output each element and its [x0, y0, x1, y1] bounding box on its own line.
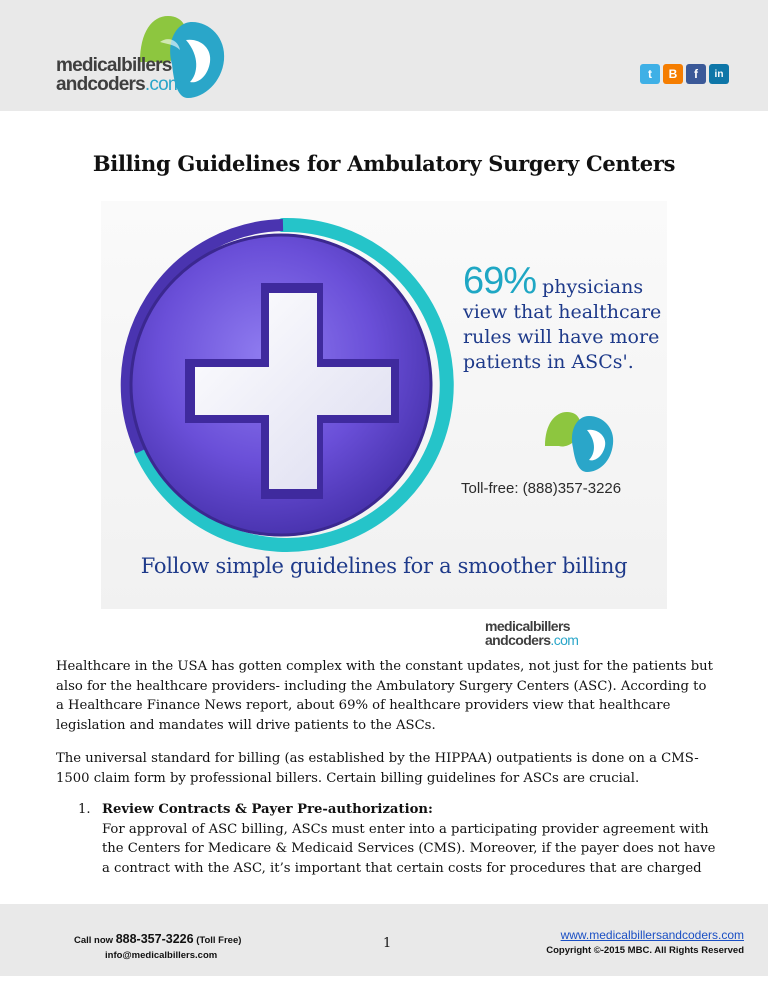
- stat-line-2: view that healthcare: [463, 301, 662, 323]
- blogger-icon[interactable]: B: [663, 64, 683, 84]
- linkedin-icon[interactable]: in: [709, 64, 729, 84]
- banner-tollfree: Toll-free: (888)357-3226: [461, 480, 622, 497]
- social-icons: [640, 64, 729, 84]
- twitter-icon[interactable]: t: [640, 64, 660, 84]
- banner-logo-line1: medicalbillers: [485, 618, 570, 634]
- list-item-heading: Review Contracts & Payer Pre-authorization:: [102, 802, 433, 817]
- footer-phone[interactable]: 888-357-3226: [115, 932, 194, 946]
- page-header: [0, 0, 768, 111]
- banner-image: [101, 201, 667, 648]
- stat-block: [463, 260, 662, 375]
- list-item: [102, 800, 722, 878]
- banner-logo-suffix: .com: [550, 632, 579, 648]
- footer-toll-free: (Toll Free): [193, 935, 242, 946]
- stat-line-1: physicians: [542, 276, 644, 298]
- page-footer: [0, 904, 768, 976]
- paragraph-standard: The universal standard for billing (as established by the HIPPAA) outpatients is done on a CMS-1500 claim form by professional billers. Certain billing guidelines for ASCs are crucial.: [56, 751, 699, 786]
- list-item-text: For approval of ASC billing, ASCs must enter into a participating provider agreement with the Centers for Medicare & Medicaid Services (CMS). Moreover, if the payer does not have a contract with the ASC, it’s important that certain costs for procedures that are charged: [102, 821, 716, 876]
- stat-line-3: rules will have more: [463, 326, 660, 348]
- banner-logo-wordmark: [485, 619, 578, 647]
- logo-line2: andcoders: [56, 74, 145, 95]
- logo-suffix: .com: [144, 74, 183, 95]
- footer-contact: [74, 932, 242, 961]
- logo-line1: medicalbillers: [56, 55, 172, 76]
- footer-email[interactable]: info@medicalbillers.com: [105, 950, 218, 961]
- stat-value: 69%: [463, 260, 537, 302]
- footer-copyright: Copyright ©-2015 MBC. All Rights Reserved: [546, 945, 744, 956]
- page-title: Billing Guidelines for Ambulatory Surgery Centers: [92, 151, 676, 176]
- banner-tagline: Follow simple guidelines for a smoother billing: [140, 554, 628, 578]
- banner-logo-line2: andcoders: [485, 632, 551, 648]
- footer-call-prefix: Call now: [74, 935, 116, 946]
- footer-website-link[interactable]: www.medicalbillersandcoders.com: [560, 928, 744, 942]
- list-item-number: 1.: [78, 802, 91, 817]
- page-number: 1: [383, 936, 392, 951]
- company-logo[interactable]: [52, 12, 232, 104]
- stat-line-4: patients in ASCs'.: [463, 351, 634, 373]
- medical-cross-icon: [101, 201, 667, 609]
- banner-logo-mark-icon: [463, 406, 643, 476]
- logo-wordmark: [56, 56, 183, 94]
- paragraph-intro: Healthcare in the USA has gotten complex with the constant updates, not just for the patients but also for the healthcare providers- including the Ambulatory Surgery Centers (ASC). According to a Healthcare Finance News report, about 69% of healthcare providers view that healthcare legislation and mandates will drive patients to the ASCs.: [56, 659, 713, 733]
- footer-links: [546, 928, 744, 956]
- facebook-icon[interactable]: f: [686, 64, 706, 84]
